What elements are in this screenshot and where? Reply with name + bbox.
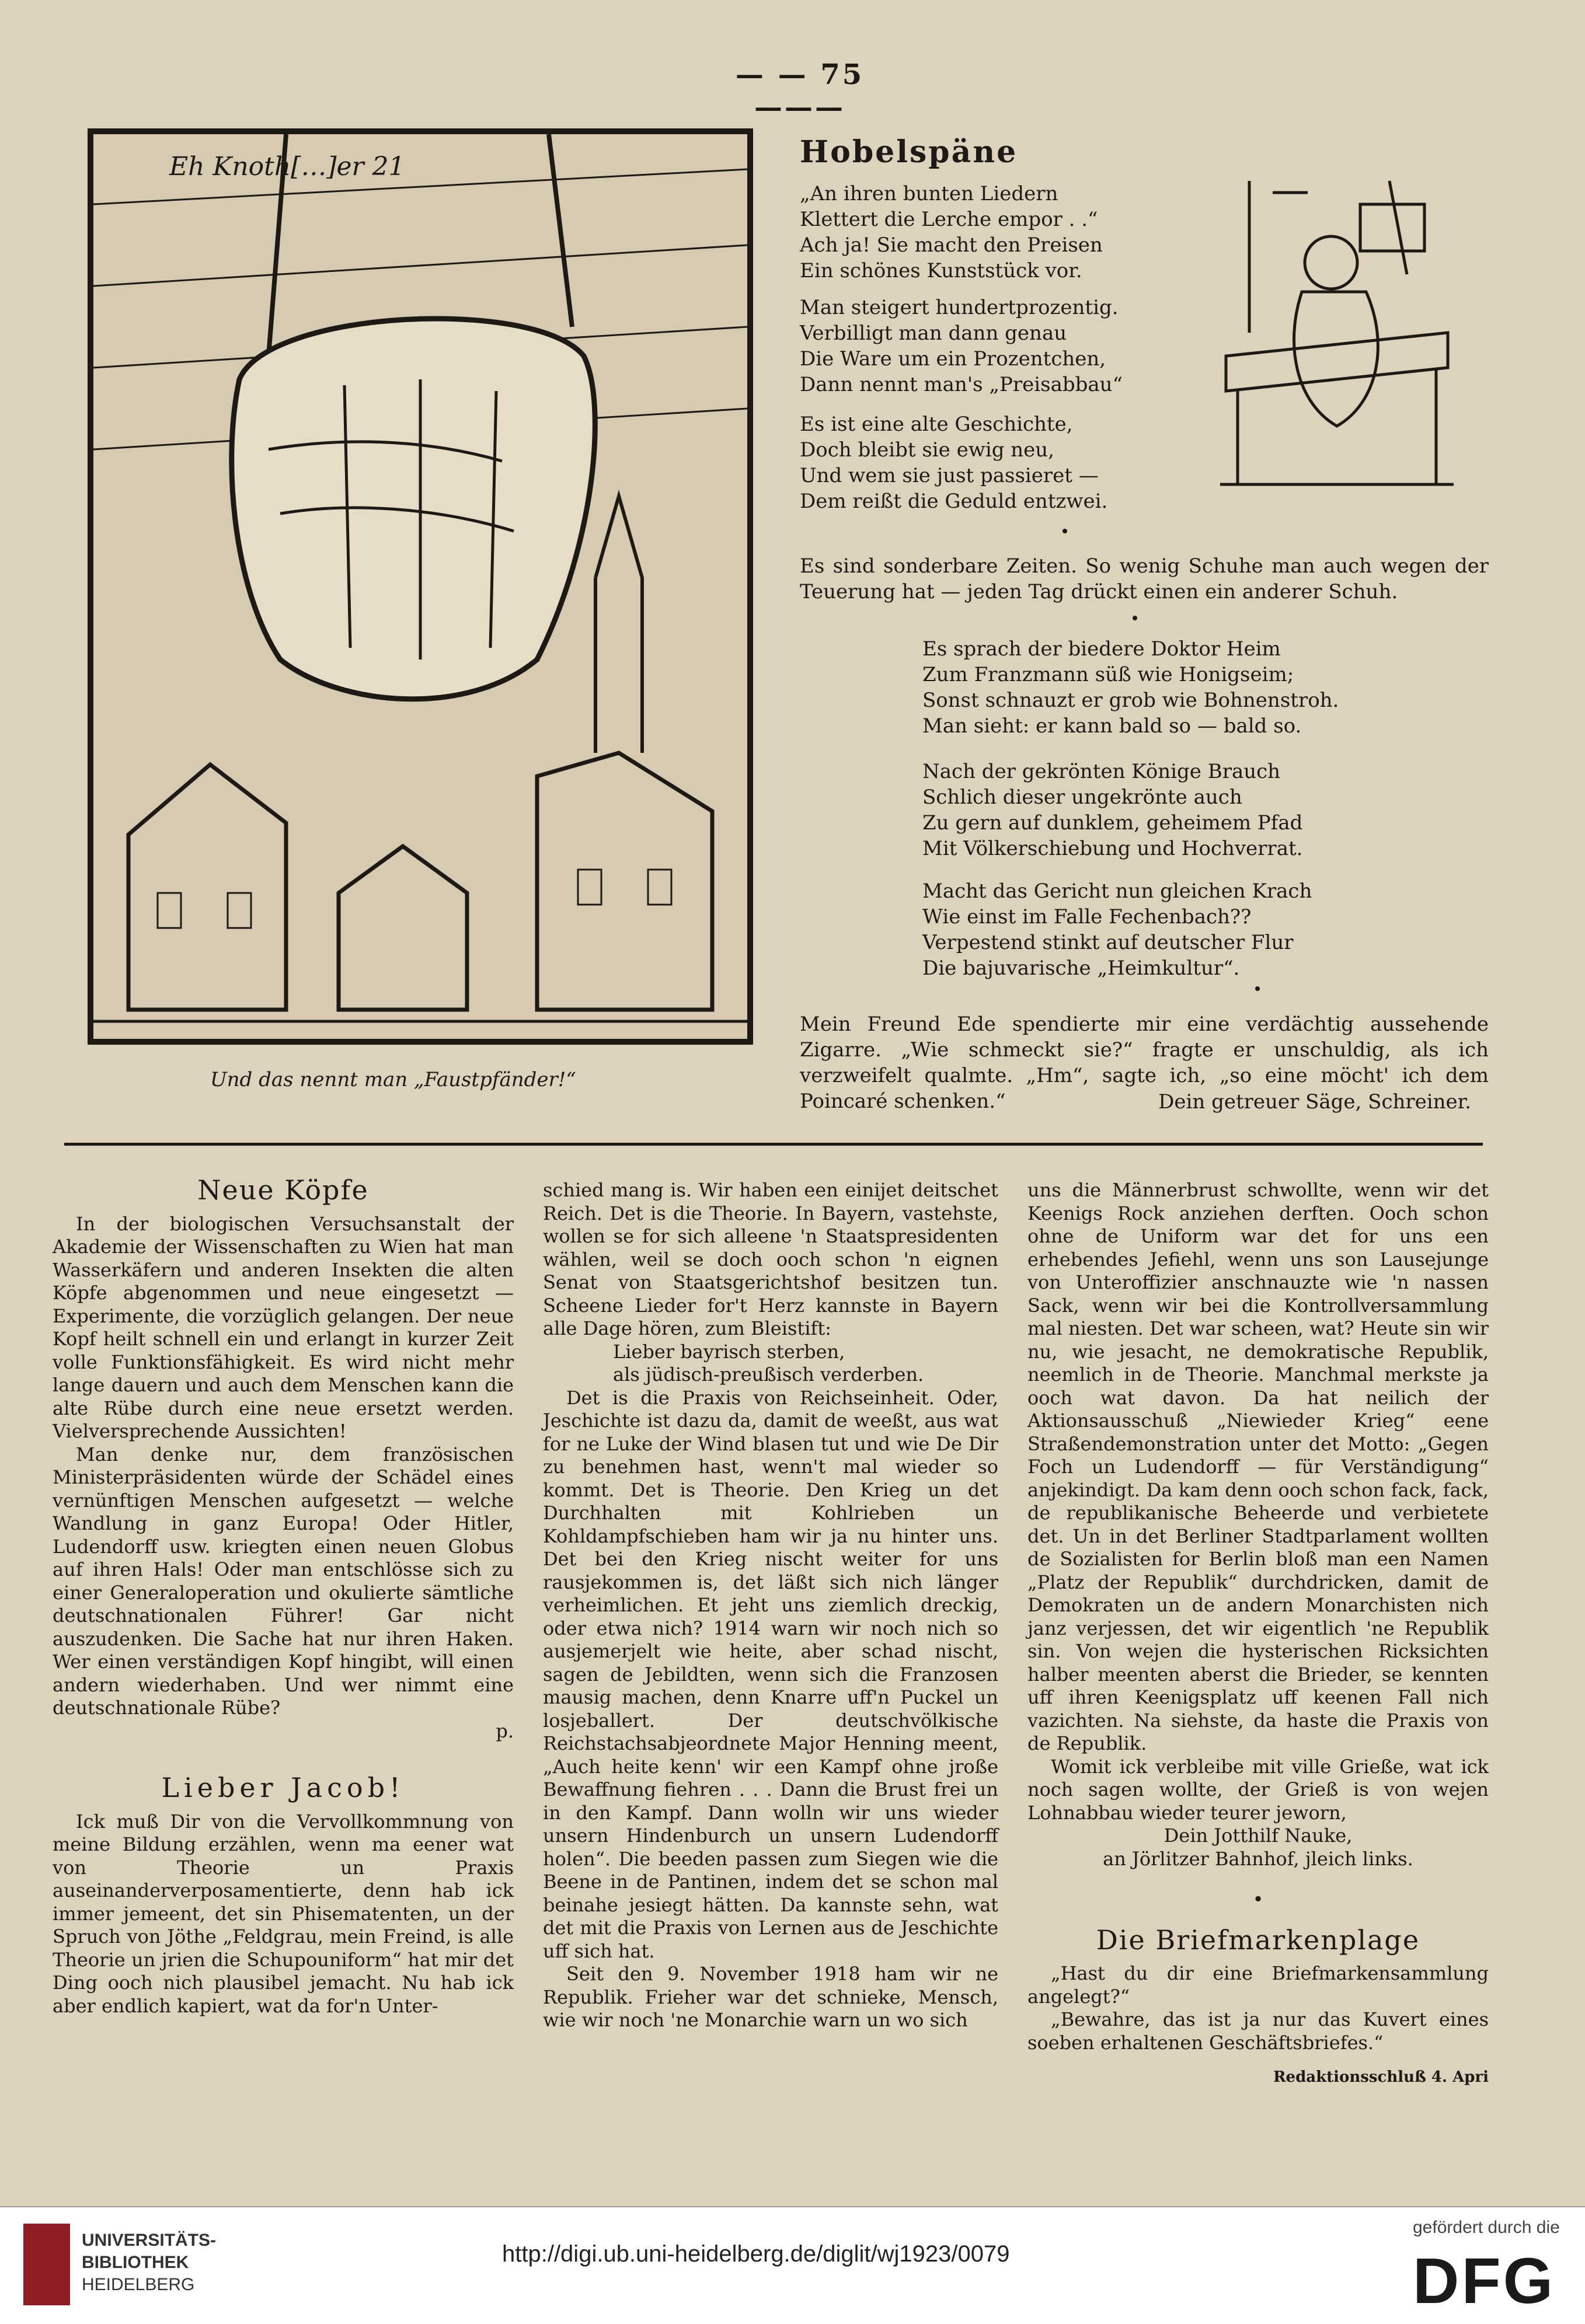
source-url-link[interactable]: http://digi.ub.uni-heidelberg.de/diglit/wj1923/0079 bbox=[502, 2241, 1010, 2267]
hobelspaene-stanza-6: Macht das Gericht nun gleichen Krach Wie einst im Falle Fechenbach?? Verpestend stinkt auf deutscher Flur Die bajuvarische „Heimkultur“. bbox=[922, 880, 1312, 980]
page-number: — — 75 ——— bbox=[735, 58, 865, 124]
hobelspaene-title: Hobelspäne bbox=[800, 134, 1018, 170]
neue-koepfe-title: Neue Köpfe bbox=[197, 1174, 369, 1206]
briefmarkenplage-line-1: „Hast du dir eine Briefmarkensammlung angelegt?“ bbox=[1027, 1962, 1489, 2008]
library-line-2: BIBLIOTHEK bbox=[82, 2253, 189, 2272]
separator-dot bbox=[1063, 529, 1067, 533]
editorial-deadline: Redaktionsschluß 4. Apri bbox=[1273, 2068, 1489, 2086]
lieber-jacob-signature-name: Dein Jotthilf Nauke, bbox=[1164, 1824, 1353, 1847]
lieber-jacob-paragraph-6: Womit ick verbleibe mit ville Grieße, wat ick noch sagen wollte, der Grieß is von wejen Lohnabbau wieder teurer jeworn, bbox=[1027, 1755, 1489, 1824]
lieber-jacob-paragraph-5: uns die Männerbrust schwollte, wenn wir det Keenigs Rock anziehen derften. Ooch schon ohne de Uniform war det for uns een erhebendes Jefiehl, wenn uns son Lausejunge von Unteroffizier anschnauzte wie 'n nassen Sack, wenn wir bei die Kontrollversammlung mal niesten. Det war scheen, wat? Heute sin wir nu, wie jesacht, ne demokratische Republik, neemlich in de Theorie. Manchmal merkste ja ooch wat davon. Da hat neilich der Aktionsausschuß „Niewieder Krieg“ eene Straßendemonstration unter det Motto: „Gegen Foch un Ludendorff — für Verständigung“ anjekindigt. Da kam denn ooch schon fack, fack, de republikanische Beheerde und verbietete det. Un in det Berliner Stadtparlament wollten de Sozialisten for Berlin bloß man een Namen „Platz der Republik“ durchdricken, damit de Demokraten un de andern Monarchisten nich janz verjessen, det wir eigentlich 'ne Republik sin. Von wejen die hysterischen Ricksichten halber meenten aberst die Brieder, se kennten uff ihren Keenigsplatz uff keenen Fall nich vazichten. Na siehste, da haste die Praxis von de Republik. bbox=[1027, 1179, 1489, 1754]
hobelspaene-stanza-1: „An ihren bunten Liedern Klettert die Lerche empor . .“ Ach ja! Sie macht den Preisen Ein schönes Kunststück vor. bbox=[800, 182, 1103, 282]
lieber-jacob-paragraph-4: Seit den 9. November 1918 ham wir ne Republik. Frieher war det schnieke, Mensch, wie wir noch 'ne Monarchie warn un wo sich bbox=[543, 1963, 998, 2031]
neue-koepfe-signature: p. bbox=[496, 1719, 514, 1742]
lieber-jacob-paragraph-1: Ick muß Dir von die Vervollkommnung von meine Bildung erzählen, wenn ma eener wat von Theorie un Praxis auseinanderverposamentierte, denn hab ick immer jemeent, det sin Phisematenten, un der Spruch von Jöthe „Feldgrau, mein Freind, is alle Theorie un jrien die Schupouniform“ hat mir det Ding ooch nich plausibel jemacht. Nu hab ick aber endlich kapiert, wat da for'n Unter- bbox=[53, 1810, 514, 2017]
lieber-jacob-song: Lieber bayrisch sterben, als jüdisch-preußisch verderben. bbox=[613, 1340, 924, 1386]
library-line-3: HEIDELBERG bbox=[82, 2275, 195, 2294]
library-line-1: UNIVERSITÄTS- bbox=[82, 2231, 217, 2250]
lieber-jacob-paragraph-2: schied mang is. Wir haben een einijet deitschet Reich. Det is die Theorie. In Bayern, vastehste, wollen se for sich alleene 'n Staatspresidenten wählen, weil se doch ooch schon 'n eignen Senat von Staatsgerichtshof besitzen tun. Scheene Lieder for't Herz kannste in Bayern alle Dage hören, zum Bleistift: bbox=[543, 1179, 998, 1339]
briefmarkenplage-title: Die Briefmarkenplage bbox=[1096, 1924, 1420, 1956]
fist-drawing bbox=[93, 134, 747, 1039]
fist-cartoon-illustration bbox=[88, 128, 753, 1045]
neue-koepfe-paragraph-1: In der biologischen Versuchsanstalt der Akademie der Wissenschaften zu Wien hat man Wasserkäfern und anderen Insekten die alten Köpfe abgenommen und neue eingesetzt — Experimente, die vorzüglich gelangen. Der neue Kopf heilt schnell ein und erlangt in kurzer Zeit volle Funktionsfähigkeit. Es wird nicht mehr lange dauern und auch dem Menschen kann die alte Rübe durch eine neue ersetzt werden. Vielversprechende Aussichten! bbox=[53, 1212, 514, 1442]
briefmarkenplage-line-2: „Bewahre, das ist ja nur das Kuvert eines soeben erhaltenen Geschäftsbriefes.“ bbox=[1027, 2008, 1489, 2054]
hobelspaene-signoff: Dein getreuer Säge, Schreiner. bbox=[1158, 1090, 1471, 1114]
hobelspaene-stanza-3: Es ist eine alte Geschichte, Doch bleibt sie ewig neu, Und wem sie just passieret — Dem reißt die Geduld entzwei. bbox=[800, 413, 1108, 513]
hobelspaene-prose-1: Es sind sonderbare Zeiten. So wenig Schuhe man auch wegen der Teuerung hat — jeden Tag drückt einen ein anderer Schuh. bbox=[800, 554, 1489, 603]
hobelspaene-stanza-5: Nach der gekrönten Könige Brauch Schlich dieser ungekrönte auch Zu gern auf dunklem, geheimem Pfad Mit Völkerschiebung und Hochverrat. bbox=[922, 760, 1303, 860]
illustration-caption: Und das nennt man „Faustpfänder!“ bbox=[210, 1068, 576, 1091]
neue-koepfe-paragraph-2: Man denke nur, dem französischen Ministerpräsidenten würde der Schädel eines vernünftigen Menschen aufgesetzt — welche Wandlung in ganz Europa! Oder Hitler, Ludendorff usw. kriegten einen neuen Globus auf ihren Hals! Oder man entschlösse sich zu einer Generaloperation und okulierte sämtliche deutschnationalen Führer! Gar nicht auszudenken. Die Sache hat nur ihren Haken. Wer einen verständigen Kopf hingibt, will einen andern wiederhaben. Und wer nimmt eine deutschnationale Rübe? bbox=[53, 1443, 514, 1719]
university-seal-icon bbox=[23, 2224, 70, 2305]
artist-signature: Eh Knoth[…]er 21 bbox=[169, 152, 405, 182]
separator-dot: • bbox=[1252, 1888, 1264, 1910]
carpenter-vignette bbox=[1214, 158, 1459, 496]
hobelspaene-stanza-4: Es sprach der biedere Doktor Heim Zum Franzmann süß wie Honigseim; Sonst schnauzt er grob wie Bohnenstroh. Man sieht: er kann bald so — bald so. bbox=[922, 637, 1339, 738]
funding-note: gefördert durch die bbox=[1413, 2218, 1560, 2237]
lieber-jacob-paragraph-3: Det is die Praxis von Reichseinheit. Oder, Jeschichte ist dazu da, damit de weeßt, aus wat for ne Luke der Wind blasen tut und wie De Dir zu benehmen hast, wenn't mal wieder so kommt. Det is Theorie. Den Krieg un det Durchhalten mit Kohlrieben un Kohldampfschieben ham wir ja nu hinter uns. Det bei den Krieg nischt weiter for uns rausjekommen is, det läßt sich nich länger verheimlichen. Et jeht uns ziemlich dreckig, oder etwa nich? 1914 warn wir noch nich so ausjemerjelt wie heite, aber schad nischt, sagen de Jebildten, wenn sich die Franzosen mausig machen, denn Knarre uff'n Puckel un losjeballert. Der deutschvölkische Reichstachsabjeordnete Major Henning meent, „Auch heite kenn' wir een Kampf ohne jroße Bewaffnung fiehren . . . Dann die Brust frei un in den Kampf. Dann wolln wir uns wieder unsern Hindenburch un unsern Ludendorff holen“. Die beeden passen zum Siegen wie die Beene in de Pantinen, indem det se schon mal beinahe jesiegt hätten. Da kannste sehn, wat det mit die Praxis von Lernen aus de Jeschichte uff sich hat. bbox=[543, 1386, 998, 1962]
lieber-jacob-signature-place: an Jörlitzer Bahnhof, jleich links. bbox=[1103, 1847, 1413, 1870]
hobelspaene-stanza-2: Man steigert hundertprozentig. Verbilligt man dann genau Die Ware um ein Prozentchen, Dann nennt man's „Preisabbau“ bbox=[800, 296, 1123, 396]
column-1 bbox=[53, 1174, 514, 2018]
separator-dot bbox=[1255, 986, 1260, 991]
column-3 bbox=[1027, 1179, 1489, 2089]
library-name bbox=[82, 2229, 216, 2296]
lieber-jacob-title: Lieber Jacob! bbox=[161, 1772, 405, 1803]
hobelspaene-prose-2: Mein Freund Ede spendierte mir eine verdächtig aussehende Zigarre. „Wie schmeckt sie?“ fragte er unschuldig, als ich verzweifelt qualmte. „Hm“, sagte ich, „so eine möcht' ich dem Poincaré schenken.“ bbox=[800, 1013, 1489, 1113]
dfg-logo: DFG bbox=[1413, 2245, 1556, 2317]
column-2 bbox=[543, 1179, 998, 2032]
separator-dot bbox=[1133, 616, 1137, 620]
horizontal-divider bbox=[64, 1143, 1483, 1146]
